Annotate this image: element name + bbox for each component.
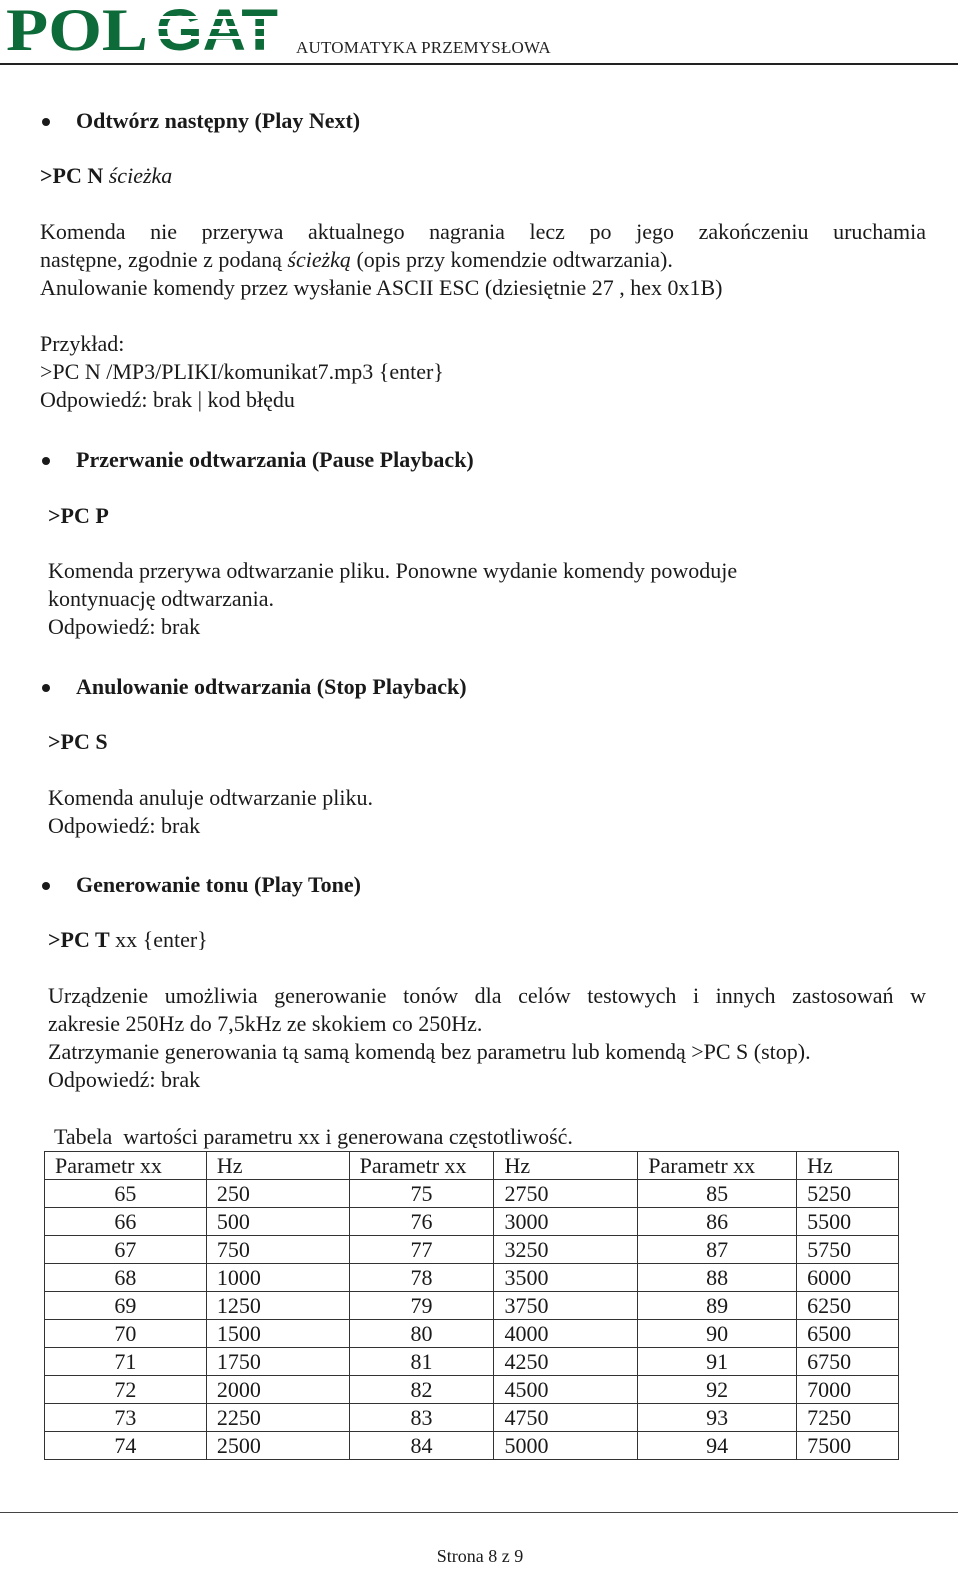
column-header: Parametr xx — [638, 1152, 797, 1180]
parameter-cell: 69 — [45, 1292, 207, 1320]
section-title-tone: Generowanie tonu (Play Tone) — [76, 872, 362, 897]
column-header: Parametr xx — [45, 1152, 207, 1180]
hz-cell: 500 — [206, 1208, 349, 1236]
parameter-cell: 77 — [349, 1236, 494, 1264]
hz-cell: 6750 — [797, 1348, 899, 1376]
parameter-cell: 68 — [45, 1264, 207, 1292]
parameter-cell: 85 — [638, 1180, 797, 1208]
parameter-cell: 91 — [638, 1348, 797, 1376]
parameter-cell: 73 — [45, 1404, 207, 1432]
command-prefix: >PC N — [40, 163, 104, 188]
hz-cell: 2250 — [206, 1404, 349, 1432]
description-line: zakresie 250Hz do 7,5kHz ze skokiem co 250Hz. — [48, 1011, 483, 1036]
command-play-next — [40, 162, 172, 190]
response-text: Odpowiedź: brak | kod błędu — [40, 387, 295, 412]
section-title-play-next: Odtwórz następny (Play Next) — [76, 108, 361, 133]
table-row — [45, 1404, 899, 1432]
table-row — [45, 1292, 899, 1320]
hz-cell: 4000 — [494, 1320, 638, 1348]
hz-cell: 750 — [206, 1236, 349, 1264]
parameter-cell: 72 — [45, 1376, 207, 1404]
table-header-row — [45, 1152, 899, 1180]
command-stop: >PC S — [48, 729, 108, 754]
bullet-icon — [42, 457, 50, 465]
hz-cell: 1000 — [206, 1264, 349, 1292]
command-prefix: >PC T — [48, 927, 110, 952]
hz-cell: 3750 — [494, 1292, 638, 1320]
footer-rule — [0, 1512, 958, 1513]
hz-cell: 4250 — [494, 1348, 638, 1376]
parameter-cell: 71 — [45, 1348, 207, 1376]
example-label: Przykład: — [40, 331, 125, 356]
hz-cell: 7500 — [797, 1432, 899, 1460]
hz-cell: 3500 — [494, 1264, 638, 1292]
hz-cell: 5500 — [797, 1208, 899, 1236]
tone-table — [44, 1151, 899, 1460]
hz-cell: 5000 — [494, 1432, 638, 1460]
parameter-cell: 80 — [349, 1320, 494, 1348]
description-line: Komenda nie przerywa aktualnego nagrania lecz po jego zakończeniu uruchamia — [40, 219, 926, 244]
parameter-cell: 70 — [45, 1320, 207, 1348]
header-rule — [0, 63, 958, 65]
hz-cell: 2500 — [206, 1432, 349, 1460]
hz-cell: 4500 — [494, 1376, 638, 1404]
parameter-cell: 92 — [638, 1376, 797, 1404]
description-line: następne, zgodnie z podaną ścieżką (opis przy komendzie odtwarzania). — [40, 247, 673, 272]
description-line: Zatrzymanie generowania tą samą komendą bez parametru lub komendą >PC S (stop). — [48, 1039, 811, 1064]
parameter-cell: 75 — [349, 1180, 494, 1208]
hz-cell: 250 — [206, 1180, 349, 1208]
parameter-cell: 79 — [349, 1292, 494, 1320]
table-row — [45, 1180, 899, 1208]
parameter-cell: 86 — [638, 1208, 797, 1236]
response-text: Odpowiedź: brak — [48, 813, 201, 838]
command-arg: xx {enter} — [109, 927, 208, 952]
parameter-cell: 90 — [638, 1320, 797, 1348]
parameter-cell: 76 — [349, 1208, 494, 1236]
table-row — [45, 1208, 899, 1236]
command-pause: >PC P — [48, 503, 109, 528]
table-row — [45, 1432, 899, 1460]
parameter-cell: 87 — [638, 1236, 797, 1264]
bullet-icon — [42, 118, 50, 126]
table-caption: Tabela wartości parametru xx i generowana częstotliwość. — [54, 1124, 573, 1149]
column-header: Parametr xx — [349, 1152, 494, 1180]
parameter-cell: 82 — [349, 1376, 494, 1404]
response-text: Odpowiedź: brak — [48, 614, 201, 639]
hz-cell: 7250 — [797, 1404, 899, 1432]
hz-cell: 3250 — [494, 1236, 638, 1264]
hz-cell: 6500 — [797, 1320, 899, 1348]
description-line: Komenda anuluje odtwarzanie pliku. — [48, 785, 374, 810]
bullet-icon — [42, 684, 50, 692]
table-row — [45, 1264, 899, 1292]
parameter-cell: 83 — [349, 1404, 494, 1432]
description-line: Komenda przerywa odtwarzanie pliku. Ponowne wydanie komendy powoduje — [48, 558, 738, 583]
parameter-cell: 66 — [45, 1208, 207, 1236]
section-title-stop: Anulowanie odtwarzania (Stop Playback) — [76, 674, 467, 699]
description-line: kontynuację odtwarzania. — [48, 586, 275, 611]
column-header: Hz — [494, 1152, 638, 1180]
parameter-cell: 65 — [45, 1180, 207, 1208]
hz-cell: 7000 — [797, 1376, 899, 1404]
svg-text:POL: POL — [6, 2, 148, 54]
response-text: Odpowiedź: brak — [48, 1067, 201, 1092]
table-row — [45, 1236, 899, 1264]
table-row — [45, 1348, 899, 1376]
column-header: Hz — [206, 1152, 349, 1180]
parameter-cell: 74 — [45, 1432, 207, 1460]
parameter-cell: 94 — [638, 1432, 797, 1460]
parameter-cell: 89 — [638, 1292, 797, 1320]
hz-cell: 4750 — [494, 1404, 638, 1432]
hz-cell: 2000 — [206, 1376, 349, 1404]
parameter-cell: 81 — [349, 1348, 494, 1376]
hz-cell: 1750 — [206, 1348, 349, 1376]
description-line: Urządzenie umożliwia generowanie tonów dla celów testowych i innych zastosowań w — [48, 983, 926, 1008]
column-header: Hz — [797, 1152, 899, 1180]
section-title-pause: Przerwanie odtwarzania (Pause Playback) — [76, 447, 474, 472]
hz-cell: 3000 — [494, 1208, 638, 1236]
description-line: Anulowanie komendy przez wysłanie ASCII ESC (dziesiętnie 27 , hex 0x1B) — [40, 275, 723, 300]
parameter-cell: 67 — [45, 1236, 207, 1264]
parameter-cell: 78 — [349, 1264, 494, 1292]
table-row — [45, 1376, 899, 1404]
parameter-cell: 88 — [638, 1264, 797, 1292]
command-arg: ścieżka — [108, 163, 173, 188]
company-tagline: AUTOMATYKA PRZEMYSŁOWA — [296, 38, 551, 57]
hz-cell: 6000 — [797, 1264, 899, 1292]
parameter-cell: 93 — [638, 1404, 797, 1432]
polgat-logo — [6, 2, 278, 54]
hz-cell: 5250 — [797, 1180, 899, 1208]
bullet-icon — [42, 882, 50, 890]
hz-cell: 1500 — [206, 1320, 349, 1348]
parameter-cell: 84 — [349, 1432, 494, 1460]
page-number: Strona 8 z 9 — [436, 1546, 524, 1566]
hz-cell: 6250 — [797, 1292, 899, 1320]
hz-cell: 5750 — [797, 1236, 899, 1264]
hz-cell: 1250 — [206, 1292, 349, 1320]
command-tone — [48, 926, 208, 954]
hz-cell: 2750 — [494, 1180, 638, 1208]
table-row — [45, 1320, 899, 1348]
example-command: >PC N /MP3/PLIKI/komunikat7.mp3 {enter} — [40, 359, 444, 384]
